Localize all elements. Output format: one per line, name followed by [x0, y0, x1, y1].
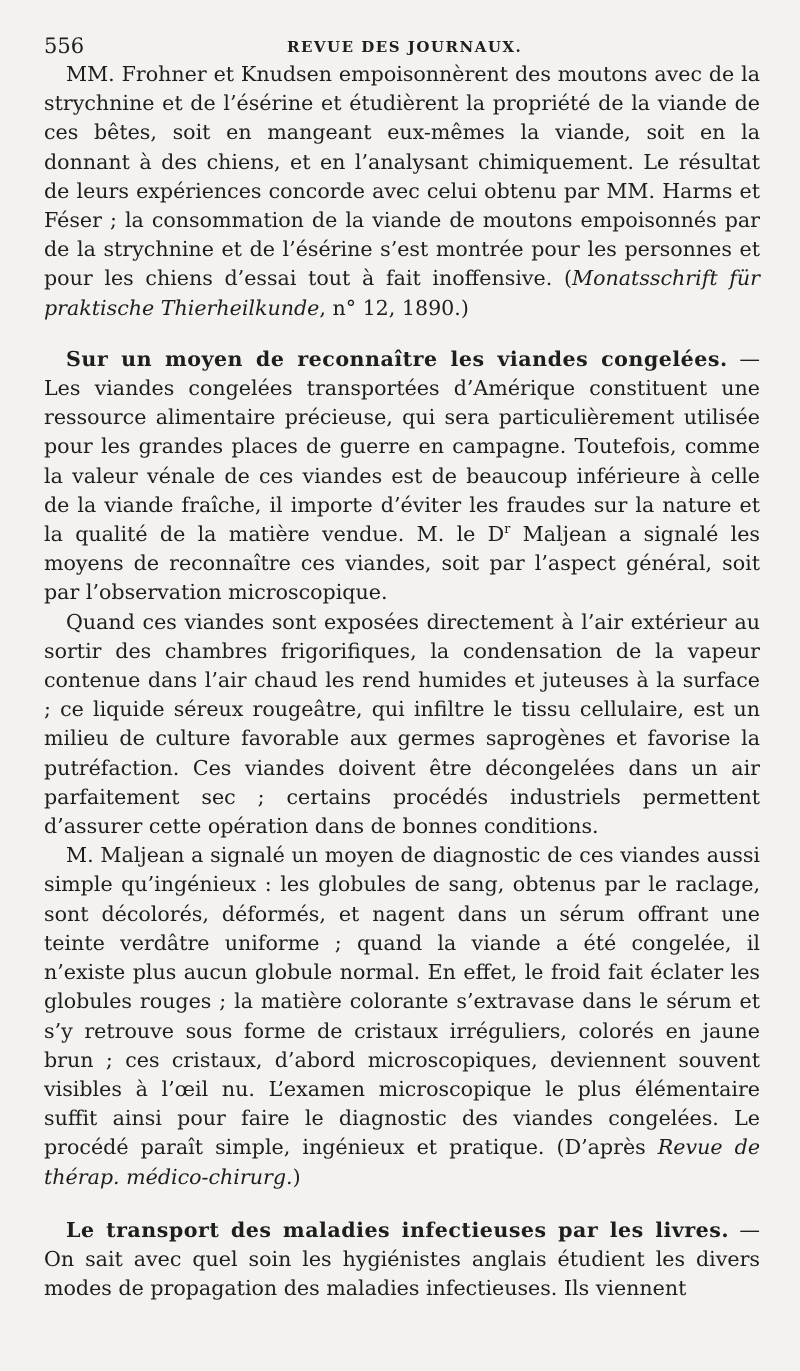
article-3-lead: — On sait avec quel soin les hygiénistes anglais étudient les divers modes de propagation des maladies infectieuses. Ils viennent — [44, 1217, 761, 1301]
article-1-paragraph — [44, 60, 760, 323]
article-2-source-close: ) — [292, 1164, 301, 1189]
page-number: 556 — [44, 34, 85, 58]
article-1-source-ref: , n° 12, 1890.) — [319, 295, 469, 320]
article-3-heading: Le transport des maladies infectieuses par les livres. — [66, 1217, 730, 1242]
section-divider — [44, 1192, 760, 1216]
article-2-paragraph-2: Quand ces viandes sont exposées directement à l’air extérieur au sortir des chambres frigorifiques, la condensation de la vapeur contenue dans l’air chaud les rend humides et juteuses à la surface ; ce liquide séreux rougeâtre, qui infiltre le tissu cellulaire, est un milieu de culture favorable aux germes saprogènes et favorise la putréfaction. Ces viandes doivent être décongelées dans un air parfaitement sec ; certains procédés industriels permettent d’assurer cette opération dans de bonnes conditions. — [44, 609, 760, 839]
section-divider — [44, 323, 760, 345]
running-title: REVUE DES JOURNAUX. — [287, 38, 523, 56]
article-2-paragraph-1 — [44, 345, 760, 608]
running-header — [44, 30, 760, 60]
article-2-paragraph-3-text: M. Maljean a signalé un moyen de diagnostic de ces viandes aussi simple qu’ingénieux : les globules de sang, obtenus par le raclage, sont décolorés, déformés, et nagent dans un sérum offrant une teinte verdâtre uniforme ; quand la viande a été congelée, il n’existe plus aucun globule normal. En effet, le froid fait éclater les globules rouges ; la matière colorante s’extravase dans le sérum et s’y retrouve sous forme de cristaux irréguliers, colorés en jaune brun ; ces cristaux, d’abord microscopiques, deviennent souvent visibles à l’œil nu. L’examen microscopique le plus élémentaire suffit ainsi pour faire le diagnostic des viandes congelées. Le procédé paraît simple, ingénieux et pratique. — [44, 843, 760, 1160]
article-2-paragraph-3 — [44, 841, 760, 1191]
article-2-lead: — Les viandes congelées transportées d’Amérique constituent une ressource alimentaire précieuse, qui sera particulièrement utilisée pour les grandes places de guerre en campagne. Toutefois, comme la valeur vénale de ces viandes est de beaucoup inférieure à celle de la viande fraîche, il importe d’éviter les fraudes sur la nature et la qualité de la matière vendue. M. le D — [44, 346, 761, 547]
article-2-lead-end: Maljean a signalé les moyens de reconnaître ces viandes, soit par l’aspect général, soit par l’observation microscopique. — [44, 522, 760, 605]
article-2-dr-superscript: r — [504, 522, 511, 538]
article-1-source-open: ( — [563, 266, 573, 291]
article-2-source-journal: Revue de thérap. médico-chirurg. — [44, 1135, 761, 1189]
article-1-source-journal: Monatsschrift für praktische Thierheilkunde — [44, 266, 761, 320]
page-body — [44, 60, 760, 1303]
article-2-source-open: (D’après — [544, 1135, 658, 1160]
article-1-text: MM. Frohner et Knudsen empoisonnèrent des moutons avec de la strychnine et de l’ésérine et étudièrent la propriété de la viande de ces bêtes, soit en mangeant eux-mêmes la viande, soit en la donnant à des chiens, et en l’analysant chimiquement. Le résultat de leurs expériences concorde avec celui obtenu par MM. Harms et Féser ; la consommation de la viande de moutons empoisonnés par de la strychnine et de l’ésérine s’est montrée pour les personnes et pour les chiens d’essai tout à fait inoffensive. — [44, 62, 760, 291]
article-3-paragraph — [44, 1216, 760, 1304]
article-2-heading: Sur un moyen de reconnaître les viandes congelées. — [66, 346, 728, 371]
